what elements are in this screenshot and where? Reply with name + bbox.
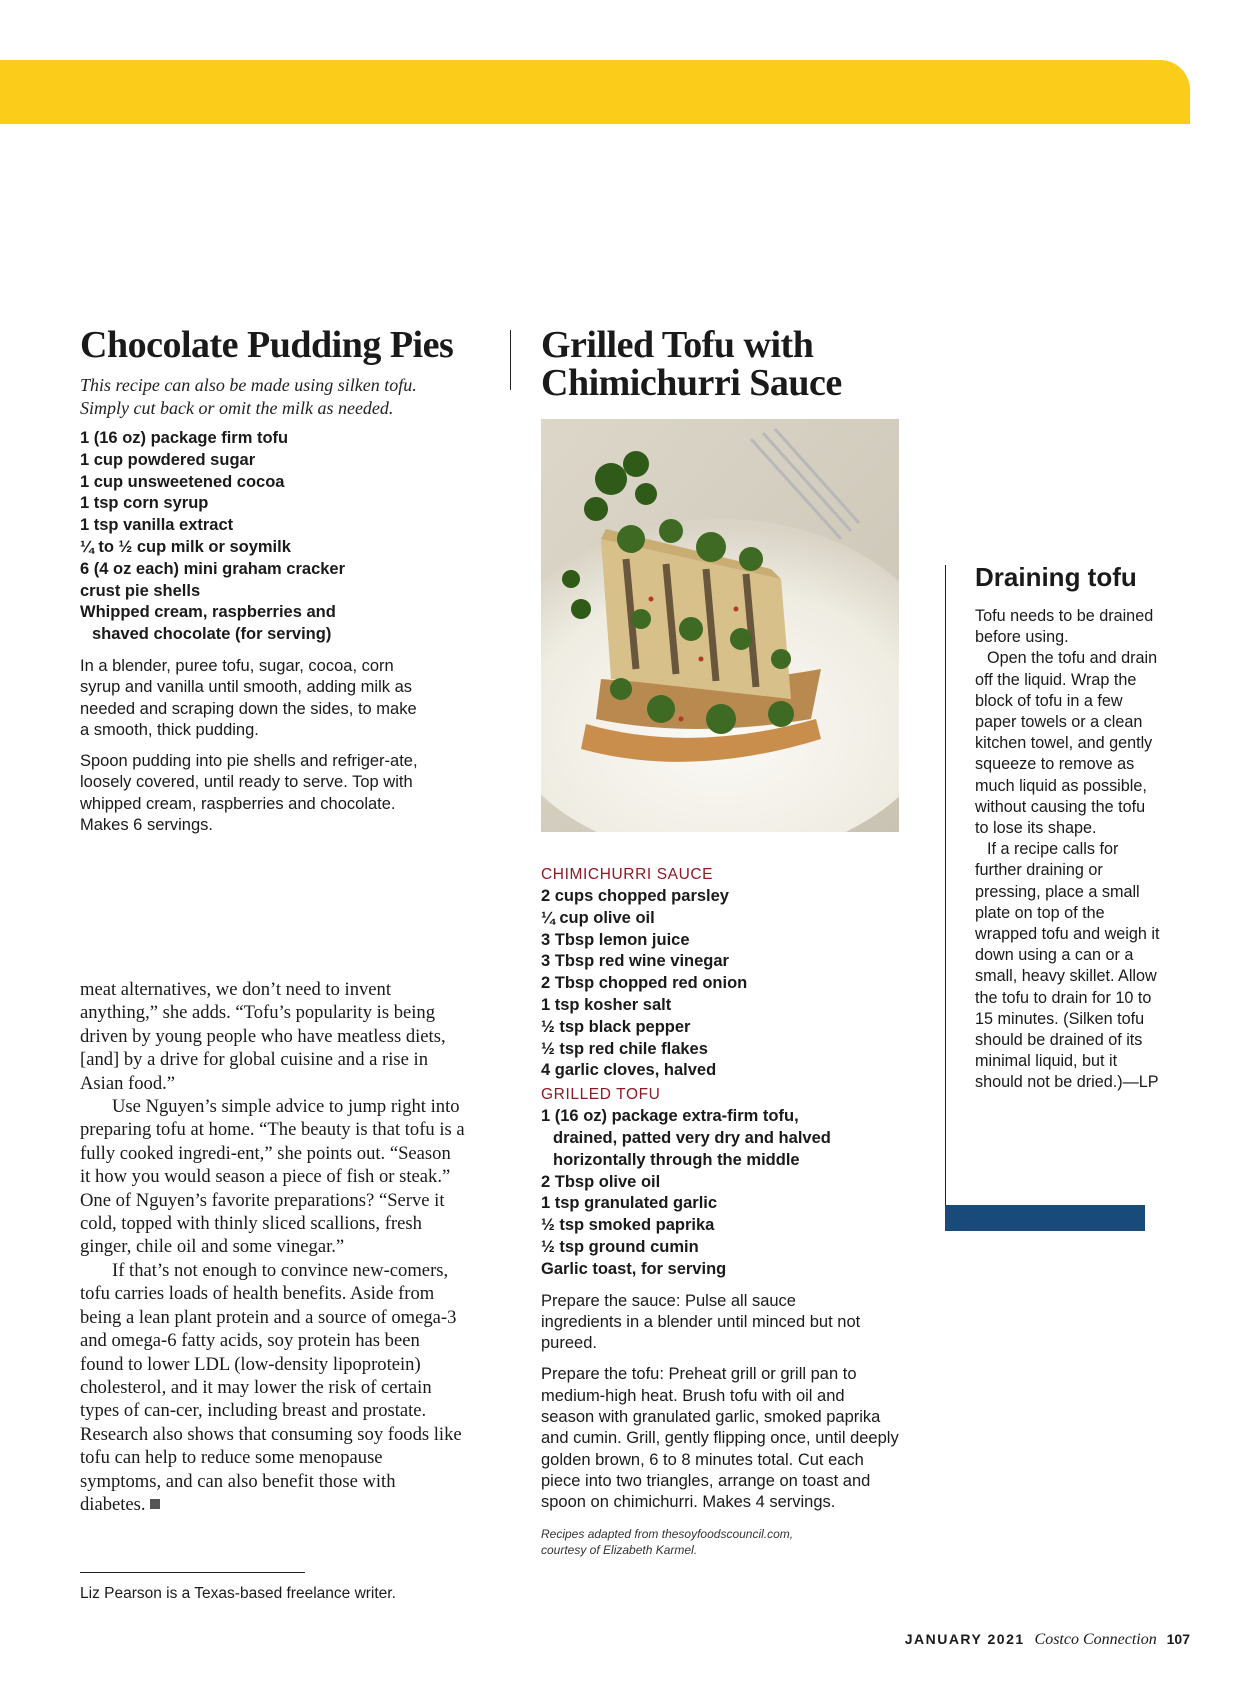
ingredient-item: 1 (16 oz) package firm tofu [80, 429, 289, 447]
section-label-sauce: CHIMICHURRI SAUCE [541, 866, 714, 883]
ingredient-item: 1 cup unsweetened cocoa [80, 472, 285, 491]
ingredient-item: 1 tsp vanilla extract [80, 516, 234, 535]
recipe-details [541, 856, 911, 1558]
article-paragraph: Use Nguyen’s simple advice to jump right into preparing tofu at home. “The beauty is that tofu is a fully cooked ingredi-ent,” she points out. “Season it how you would season a piece of fish or steak.” One of Nguyen’s favorite preparations? “Serve it cold, topped with thinly sliced scallions, fresh ginger, chile oil and some vinegar.” [80, 1096, 465, 1258]
ingredient-item: ¼ cup olive oil [541, 908, 655, 927]
top-color-banner [0, 60, 1190, 124]
recipe-step: Prepare the sauce: Pulse all sauce ingredients in a blender until minced but not pureed. [541, 1291, 861, 1353]
tofu-ingredient-list [541, 1106, 911, 1280]
ingredient-item: 1 (16 oz) package extra-firm tofu, drained, patted very dry and halved horizontally through the middle [541, 1107, 831, 1169]
recipe-title: Grilled Tofu with Chimichurri Sauce [541, 324, 842, 404]
ingredient-item: 4 garlic cloves, halved [541, 1061, 717, 1080]
ingredient-item: 1 tsp corn syrup [80, 494, 209, 513]
ingredient-item: Garlic toast, for serving [541, 1259, 727, 1278]
recipe-intro: This recipe can also be made using silken tofu. Simply cut back or omit the milk as needed. [80, 375, 417, 418]
recipe-grilled-tofu [541, 324, 911, 1557]
ingredient-item: ½ tsp black pepper [541, 1017, 691, 1036]
author-bio: Liz Pearson is a Texas-based freelance writer. [80, 1585, 396, 1602]
bio-divider [80, 1572, 305, 1573]
recipe-credit: Recipes adapted from thesoyfoodscouncil.com, courtesy of Elizabeth Karmel. [541, 1526, 794, 1557]
ingredient-item: 2 Tbsp olive oil [541, 1172, 661, 1191]
ingredient-item: ¼ to ½ cup milk or soymilk [80, 537, 291, 556]
ingredient-item: 3 Tbsp red wine vinegar [541, 952, 729, 971]
recipe-step: Prepare the tofu: Preheat grill or grill pan to medium-high heat. Brush tofu with oil and season with granulated garlic, smoked paprika and cumin. Grill, gently flipping once, until deeply golden brown, 6 to 8 minutes total. Cut each piece into two triangles, arrange on toast and spoon on chimichurri. Makes 4 servings. [541, 1365, 899, 1512]
sidebar-paragraph: Open the tofu and drain off the liquid. Wrap the block of tofu in a few paper towels or a clean kitchen towel, and gently squeeze to remove as much liquid as possible, without causing the tofu to lose its shape. [975, 649, 1158, 838]
sidebar-divider [945, 565, 946, 1205]
ingredient-item: ½ tsp ground cumin [541, 1237, 699, 1256]
sidebar-draining-tofu [975, 562, 1175, 1094]
sauce-ingredient-list [541, 886, 911, 1082]
magazine-name: Costco Connection [1034, 1631, 1157, 1648]
page-footer [905, 1631, 1190, 1649]
issue-date: JANUARY 2021 [904, 1631, 1025, 1647]
section-label-tofu: GRILLED TOFU [541, 1086, 661, 1104]
recipe-chocolate-pudding-pies [80, 326, 520, 836]
ingredient-item: 1 tsp kosher salt [541, 995, 672, 1014]
page-number: 107 [1166, 1631, 1190, 1647]
grilled-tofu-photo [541, 419, 899, 832]
ingredient-item: 3 Tbsp lemon juice [541, 930, 690, 949]
column-divider [510, 330, 511, 390]
ingredient-item: 2 cups chopped parsley [541, 887, 729, 905]
recipe-title: Chocolate Pudding Pies [80, 324, 454, 366]
ingredient-item: 6 (4 oz each) mini graham cracker crust pie shells [80, 559, 346, 600]
ingredient-item: 1 cup powdered sugar [80, 450, 256, 469]
article-paragraph: If that’s not enough to convince new-comers, tofu carries loads of health benefits. Aside from being a lean plant protein and a source of omega-3 and omega-6 fatty acids, soy protein has been found to lower LDL (low-density lipoprotein) cholesterol, and it may lower the risk of certain types of can-cer, including breast and prostate. Research also shows that consuming soy foods like tofu can help to reduce some menopause symptoms, and can also benefit those with diabetes. [80, 1259, 462, 1515]
ingredient-item: Whipped cream, raspberries and shaved chocolate (for serving) [80, 603, 336, 644]
ingredient-item: 1 tsp granulated garlic [541, 1194, 718, 1213]
article-body [80, 978, 465, 1516]
recipe-step: In a blender, puree tofu, sugar, cocoa, corn syrup and vanilla until smooth, adding milk as needed and scraping down the sides, to make a smooth, thick pudding. [80, 656, 417, 739]
sidebar-paragraph: Tofu needs to be drained before using. [975, 607, 1154, 647]
ingredient-item: ½ tsp smoked paprika [541, 1216, 715, 1235]
ingredient-list [80, 428, 520, 646]
end-mark-icon [150, 1499, 160, 1509]
ingredient-item: 2 Tbsp chopped red onion [541, 974, 748, 993]
recipe-step: Spoon pudding into pie shells and refriger-ate, loosely covered, until ready to serve. Top with whipped cream, raspberries and chocolate. Makes 6 servings. [80, 752, 418, 835]
sidebar-title: Draining tofu [975, 562, 1137, 592]
ingredient-item: ½ tsp red chile flakes [541, 1039, 708, 1058]
article-paragraph: meat alternatives, we don’t need to invent anything,” she adds. “Tofu’s popularity is being driven by young people who have meatless diets, [and] by a drive for global cuisine and a rise in Asian food.” [80, 979, 446, 1094]
sidebar-paragraph: If a recipe calls for further draining or pressing, place a small plate on top of the wrapped tofu and weigh it down using a can or a small, heavy skillet. Allow the tofu to drain for 10 to 15 minutes. (Silken tofu should be drained of its minimal liquid, but it should not be dried.)—LP [975, 840, 1160, 1092]
sidebar-accent-bar [945, 1205, 1145, 1231]
sidebar-body [975, 606, 1175, 1094]
